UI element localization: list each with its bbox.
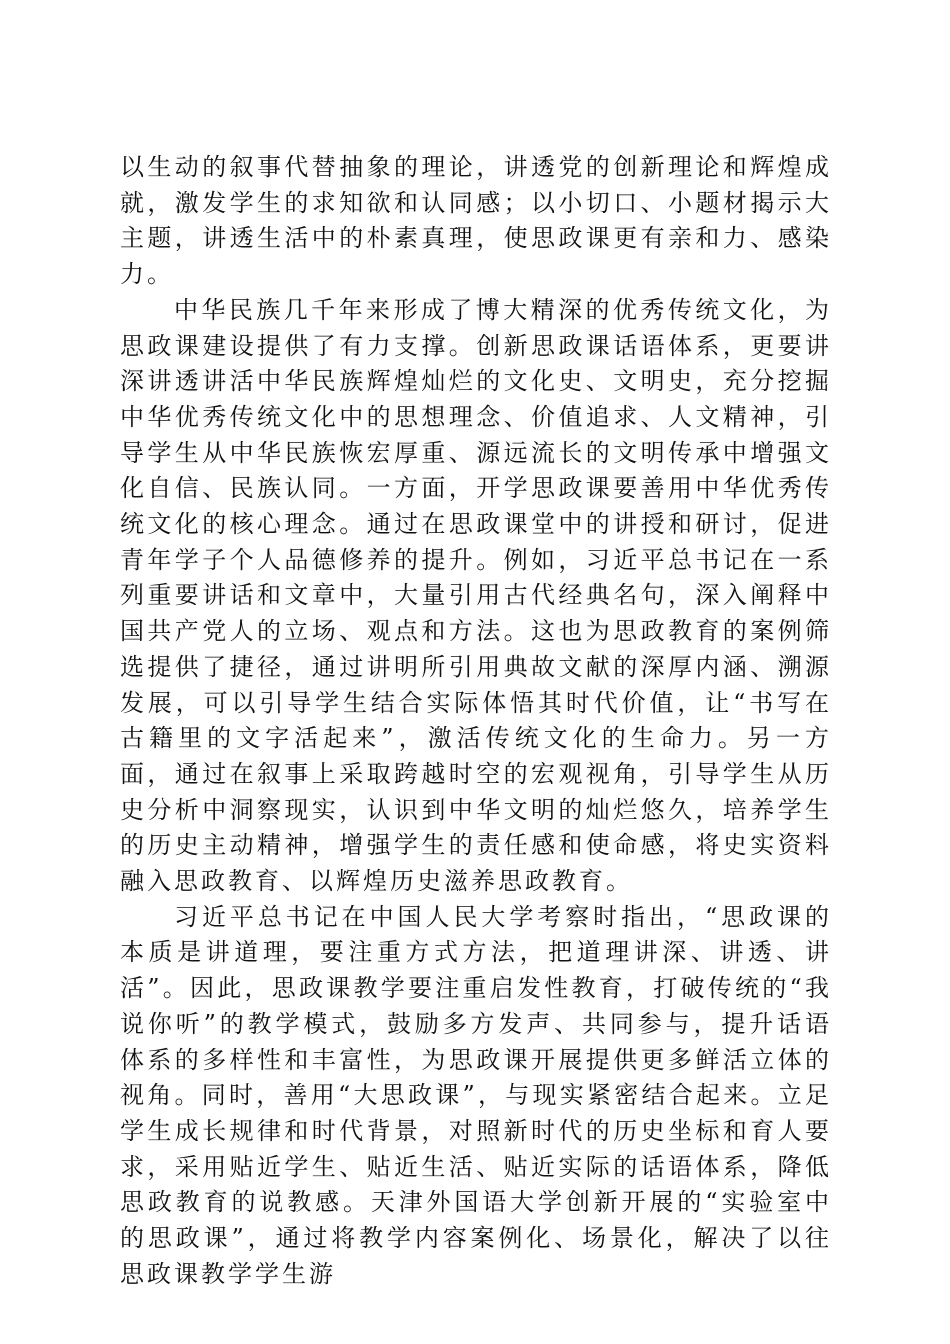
paragraph-3: 习近平总书记在中国人民大学考察时指出，“思政课的本质是讲道理，要注重方式方法，把道理讲深、讲透、讲活”。因此，思政课教学要注重启发性教育，打破传统的“我说你听”的教学模式，鼓励多方发声、共同参与，提升话语体系的多样性和丰富性，为思政课开展提供更多鲜活立体的视角。同时，善用“大思政课”，与现实紧密结合起来。立足学生成长规律和时代背景，对照新时代的历史坐标和育人要求，采用贴近学生、贴近生活、贴近实际的话语体系，降低思政教育的说教感。天津外国语大学创新开展的“实验室中的思政课”，通过将教学内容案例化、场景化，解决了以往思政课教学学生游 <box>120 902 832 1288</box>
paragraph-2: 中华民族几千年来形成了博大精深的优秀传统文化，为思政课建设提供了有力支撑。创新思政课话语体系，更要讲深讲透讲活中华民族辉煌灿烂的文化史、文明史，充分挖掘中华优秀传统文化中的思想理念、价值追求、人文精神，引导学生从中华民族恢宏厚重、源远流长的文明传承中增强文化自信、民族认同。一方面，开学思政课要善用中华优秀传统文化的核心理念。通过在思政课堂中的讲授和研讨，促进青年学子个人品德修养的提升。例如，习近平总书记在一系列重要讲话和文章中，大量引用古代经典名句，深入阐释中国共产党人的立场、观点和方法。这也为思政教育的案例筛选提供了捷径，通过讲明所引用典故文献的深厚内涵、溯源发展，可以引导学生结合实际体悟其时代价值，让“书写在古籍里的文字活起来”，激活传统文化的生命力。另一方面，通过在叙事上采取跨越时空的宏观视角，引导学生从历史分析中洞察现实，认识到中华文明的灿烂悠久，培养学生的历史主动精神，增强学生的责任感和使命感，将史实资料融入思政教育、以辉煌历史滋养思政教育。 <box>120 295 832 896</box>
paragraph-1: 以生动的叙事代替抽象的理论，讲透党的创新理论和辉煌成就，激发学生的求知欲和认同感；以小切口、小题材揭示大主题，讲透生活中的朴素真理，使思政课更有亲和力、感染力。 <box>120 153 832 289</box>
body-text <box>120 150 832 1293</box>
